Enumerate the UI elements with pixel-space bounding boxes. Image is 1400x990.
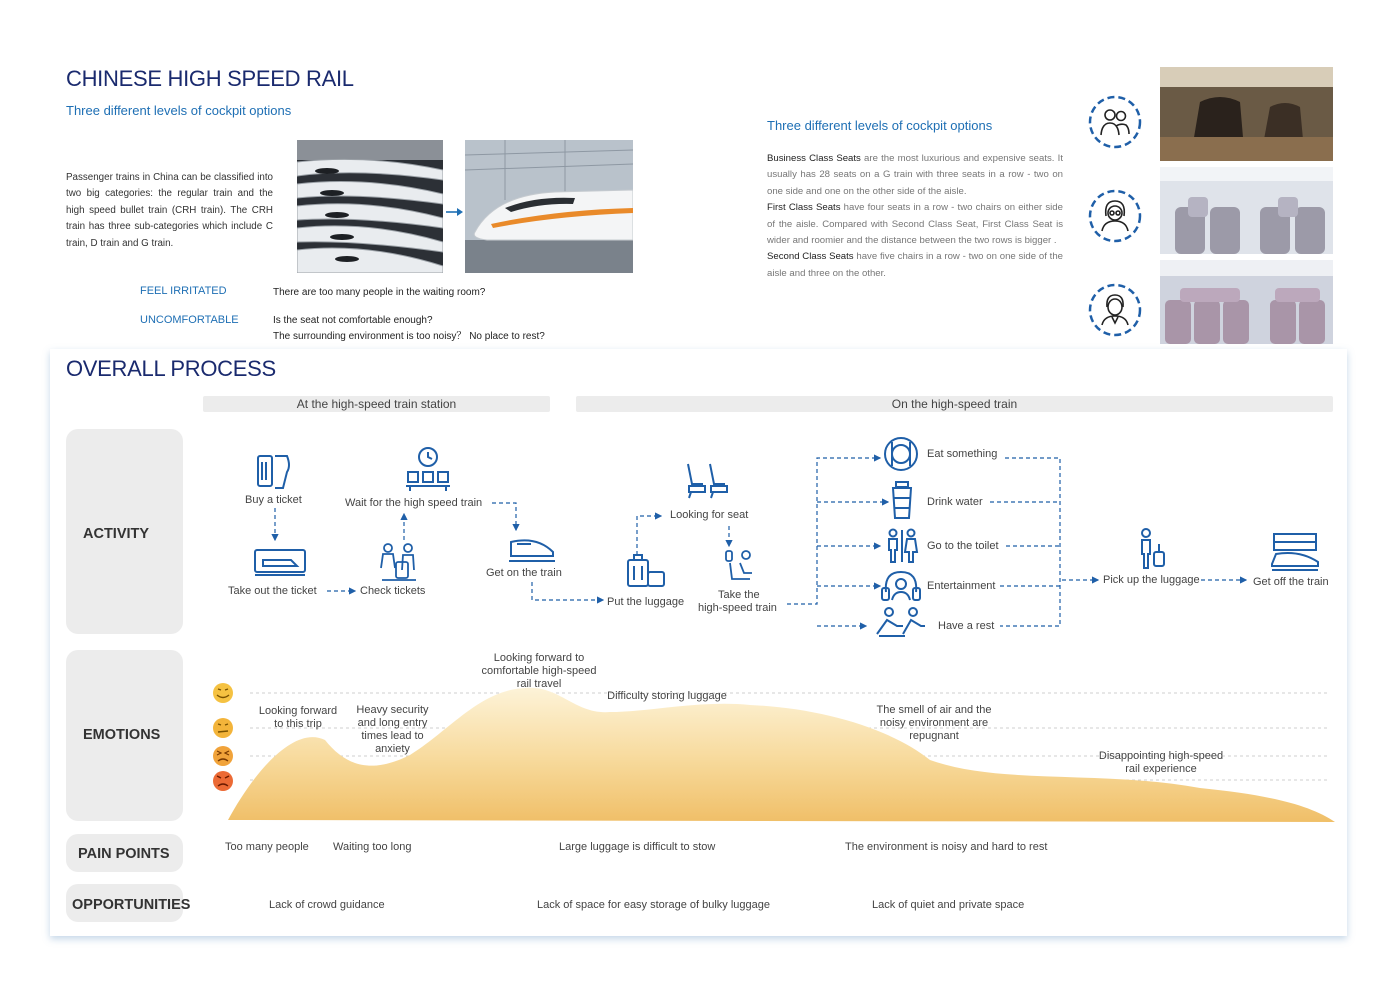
activity-drink: Drink water [927,496,983,508]
feeling-label-irritated: FEEL IRRITATED [140,285,227,297]
pain-point-2: Waiting too long [333,841,412,853]
row-header-emotions: EMOTIONS [66,650,183,821]
emotion-label-6: Disappointing high-speed rail experience [1098,750,1224,775]
emoji-neutral-icon [213,718,233,738]
opportunity-3: Lack of quiet and private space [872,899,1025,911]
feeling-label-uncomfortable: UNCOMFORTABLE [140,314,239,326]
row-header-activity: ACTIVITY [66,429,183,634]
emotion-label-4: Difficulty storing luggage [607,690,727,702]
business-class-desc: Business Class Seats are the most luxurious and expensive seats. It usually has 28 seats on a G train with three seats in a row - two on one side and one on the other side of the aisle. [767,153,1064,197]
opportunity-2: Lack of space for easy storage of bulky luggage [537,899,770,911]
first-class-desc: First Class Seats have four seats in a row - two chairs on either side of the aisle. Compared with Second Class Seat, First Class Seat is wider and roomier and the distance between the two rows is bigger . [767,202,1063,247]
page-title: CHINESE HIGH SPEED RAIL [66,66,354,91]
emotion-label-5: The smell of air and the noisy environment are repugnant [876,704,992,742]
activity-buy-ticket: Buy a ticket [245,494,302,506]
intro-text: Passenger trains in China can be classified into two big categories: the regular train and the high speed bullet train (CRH train). The CRH train has three sub-categories which include C train, D train and G train. [66,172,273,249]
second-class-term: Second Class Seats [767,251,854,263]
seats-title: Three different levels of cockpit options [767,118,993,133]
pain-point-1: Too many people [225,841,309,853]
feeling-text-uncomfortable-1: Is the seat not comfortable enough? [273,315,433,326]
process-title: OVERALL PROCESS [66,356,276,381]
activity-check-tickets: Check tickets [360,585,426,597]
opportunity-1: Lack of crowd guidance [269,899,385,911]
first-class-term: First Class Seats [767,202,841,214]
activity-take-train-2: high-speed train [698,602,777,614]
activity-pick-luggage: Pick up the luggage [1103,574,1200,586]
emotion-label-3: Looking forward to comfortable high-speed rail travel [481,652,597,690]
pain-point-3: Large luggage is difficult to stow [559,841,716,853]
emoji-frustrated-icon [213,746,233,766]
activity-entertainment: Entertainment [927,580,996,592]
second-class-desc: Second Class Seats have five chairs in a row - two on one side of the aisle and three on the other. [767,251,1063,279]
phase-train: On the high-speed train [576,396,1333,412]
activity-toilet: Go to the toilet [927,540,999,552]
emotion-label-1: Looking forward to this trip [258,705,338,730]
emoji-happy-icon [213,683,233,703]
activity-take-out-ticket: Take out the ticket [228,585,317,597]
activity-rest: Have a rest [938,620,995,632]
activity-looking-seat: Looking for seat [670,509,749,521]
activity-put-luggage: Put the luggage [607,596,685,608]
pain-point-4: The environment is noisy and hard to rest [845,841,1048,853]
row-header-opportunities: OPPORTUNITIES [66,884,183,922]
activity-get-off: Get off the train [1253,576,1329,588]
feeling-text-irritated: There are too many people in the waiting room? [273,287,486,298]
phase-station: At the high-speed train station [203,396,550,412]
activity-eat: Eat something [927,448,998,460]
emotion-label-2: Heavy security and long entry times lead to anxiety [356,704,429,755]
emoji-angry-icon [213,771,233,791]
activity-get-on: Get on the train [486,567,562,579]
business-class-term: Business Class Seats [767,153,861,164]
feeling-text-uncomfortable-2: The surrounding environment is too noisy？ No place to rest? [273,331,545,342]
activity-wait: Wait for the high speed train [345,497,483,509]
activity-take-train-1: Take the [718,589,760,601]
page-subtitle: Three different levels of cockpit options [66,103,292,118]
row-header-pain-points: PAIN POINTS [66,834,183,872]
